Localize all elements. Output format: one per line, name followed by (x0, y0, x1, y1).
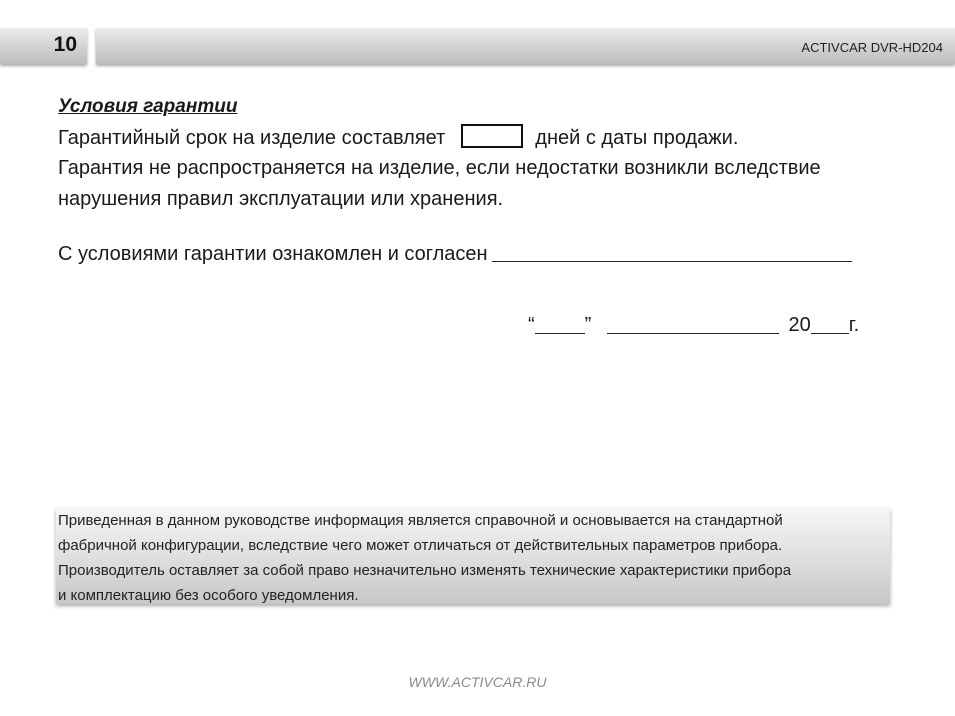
warranty-title: Условия гарантии (58, 96, 238, 117)
date-line (528, 313, 859, 337)
warranty-exclusion-line-2: нарушения правил эксплуатации или хранения. (58, 187, 504, 210)
year-prefix: 20 (788, 314, 811, 336)
agreement-text: С условиями гарантии ознакомлен и согласен (58, 243, 488, 265)
warranty-exclusion-line-1: Гарантия не распространяется на изделие, если недостатки возникли вследствие (58, 157, 821, 179)
day-field[interactable] (535, 313, 585, 334)
warranty-term-before: Гарантийный срок на изделие составляет (58, 126, 446, 149)
year-field[interactable] (811, 313, 849, 334)
disclaimer-box (56, 508, 890, 604)
disclaimer-line-4: и комплектацию без особого уведомления. (58, 587, 359, 604)
spacer (58, 214, 918, 239)
page-number: 10 (53, 33, 77, 56)
warranty-days-field[interactable] (461, 124, 523, 148)
page-number-tab (0, 28, 87, 64)
warranty-term-line (58, 123, 918, 154)
footer-url: WWW.ACTIVCAR.RU (408, 674, 547, 690)
month-field[interactable] (607, 313, 779, 334)
warranty-term-after: дней с даты продажи. (535, 126, 739, 149)
date-open-quote: “ (528, 314, 535, 336)
header-bar (96, 28, 955, 64)
date-close-quote: ” (584, 314, 592, 336)
signature-field[interactable] (492, 239, 852, 262)
disclaimer-line-1: Приведенная в данном руководстве информация является справочной и основывается на стандартной (58, 512, 783, 529)
year-suffix: г. (848, 314, 860, 336)
agreement-line (58, 239, 918, 270)
warranty-section (58, 92, 918, 270)
model-name: ACTIVCAR DVR-HD204 (801, 40, 943, 55)
disclaimer-line-2: фабричной конфигурации, вследствие чего может отличаться от действительных параметров прибора. (58, 537, 783, 554)
disclaimer-line-3: Производитель оставляет за собой право незначительно изменять технические характеристики прибора (58, 562, 792, 579)
